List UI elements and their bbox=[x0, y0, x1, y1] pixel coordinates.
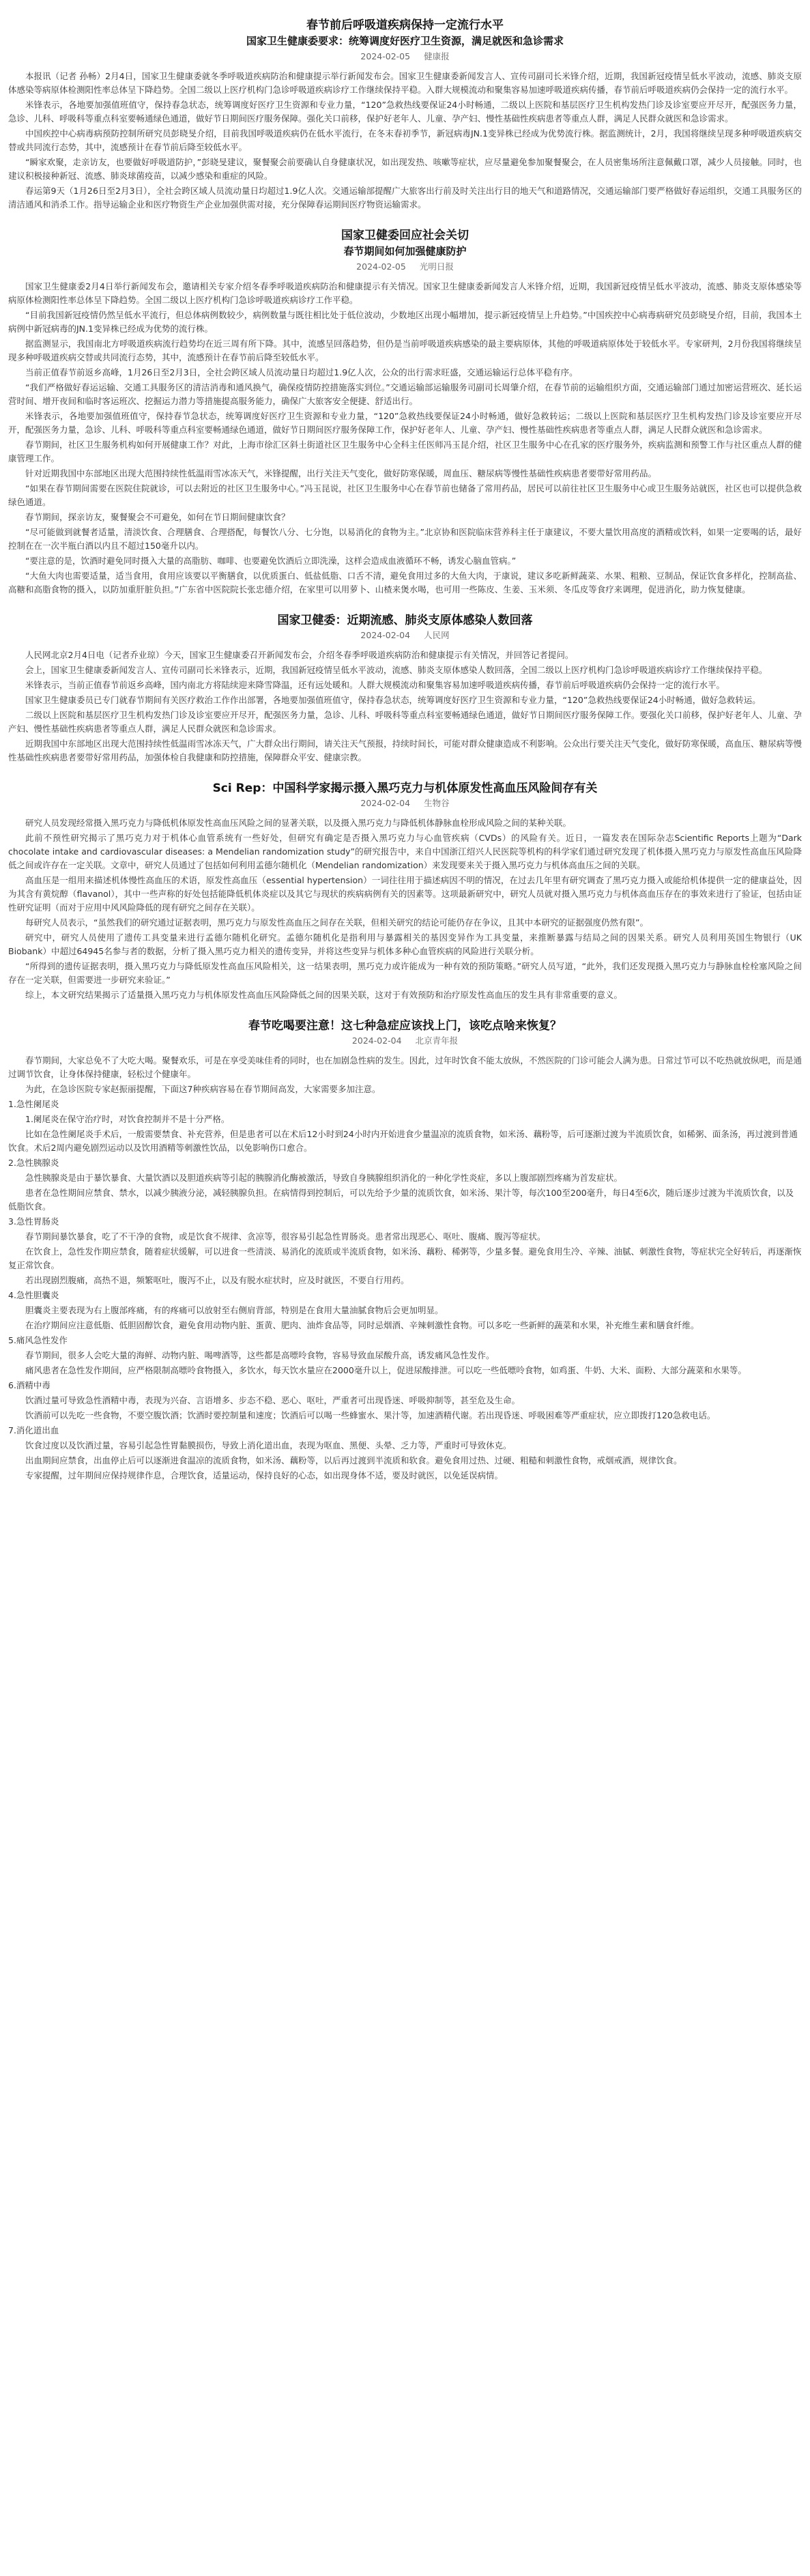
paragraph: 研究人员发现经常摄入黑巧克力与降低机体原发性高血压风险之间的显著关联，以及摄入黑巧克力与降低机体静脉血栓形成风险之间的某种关联。 bbox=[25, 818, 572, 828]
paragraph: 国家卫生健康委员已专门就春节期间有关医疗救治工作作出部署，各地要加强值班值守，保持春急状态，统筹调度好医疗卫生资源和专业力量，“120”急救热线要保证24小时畅通，做好急救转运。 bbox=[25, 695, 761, 705]
paragraph: 本报讯（记者 孙畅）2月4日，国家卫生健康委就冬季呼吸道疾病防治和健康提示举行新闻发布会。国家卫生健康委新闻发言人、宣传司副司长米锋介绍，近期，我国新冠疫情呈低水平波动，流感、肺炎支原体感染等病原体检测阳性率总体呈下降趋势。全国二级以上医疗机构门急诊呼吸道疾病诊疗工作继续保持平稳。入群大规模流动和聚集容易加速呼吸道疾病传播，春节前后呼吸道疾病仍会保持一定的流行水平。 bbox=[8, 71, 802, 95]
paragraph: 国家卫生健康委2月4日举行新闻发布会，邀请相关专家介绍冬春季呼吸道疾病防治和健康提示有关情况。国家卫生健康委新闻发言人米锋介绍，近期，我国新冠疫情呈低水平波动，流感、肺炎支原体感染等病原体检测阳性率总体呈下降趋势。全国二级以上医疗机构门急诊呼吸道疾病诊疗工作平稳。 bbox=[8, 281, 802, 305]
section-heading: 7.消化道出血 bbox=[8, 1425, 59, 1435]
paragraph: 高血压是一组用来描述机体慢性高血压的术语，原发性高血压（essential hypertension）一词往往用于描述病因不明的情况，在过去几年里有研究调查了黑巧克力摄入或能给机体提供一定的健康益处，因为其含有黄烷醇（flavanol），其中一些声称的好处包括能降低机体炎症以及其它与现状的疾病病例有关的因素等。这项最新研究中，研究人员就对摄入黑巧克力与机体高血压存在的事效来进行了验证，包括由证性研究证明（而对于应用中风风险降低的现有研究之间存在关联）。 bbox=[8, 875, 802, 913]
article-date: 2024-02-04 bbox=[351, 1035, 402, 1046]
paragraph: 中国疾控中心病毒病预防控制所研究员彭晓旻介绍，目前我国呼吸道疾病仍在低水平流行，在冬末春初季节，新冠病毒JN.1变异株已经成为优势流行株。据监测统计，2月，我国将继续呈现多种呼吸道疾病交替或共同流行态势，其中，流感预计在春节前后降至较低水平。 bbox=[8, 128, 802, 152]
section-item: 胆囊炎主要表现为右上腹部疼痛，有的疼痛可以放射至右侧肩背部，特别是在食用大量油腻食物后会更加明显。 bbox=[25, 1305, 444, 1315]
section-item: 患者在急性期间应禁食、禁水，以减少胰液分泌，减轻胰腺负担。在病情得到控制后，可以先给予少量的流质饮食，如米汤、果汁等，每次100至200毫升，每日4至6次，随后逐步过渡为半流质饮食，以及低脂饮食。 bbox=[8, 1188, 794, 1212]
article-source: 北京青年报 bbox=[415, 1035, 459, 1046]
paragraph: “瞬家欢聚，走亲访友，也要做好呼吸道防护，”彭晓旻建议，聚餐聚会前要确认自身健康状况，如出现发热、咳嗽等症状，应尽量避免参加聚餐聚会，在人员密集场所注意佩戴口罩，减少人员接触。同时，也建议积极接种新冠、流感、肺炎球菌疫苗，以减少感染和重症的风险。 bbox=[8, 157, 802, 181]
section-heading: 5.痛风急性发作 bbox=[8, 1335, 68, 1345]
section-item: 若出现剧烈腹痛，高热不退，频繁呕吐，腹泻不止，以及有脱水症状时，应及时就医，不要自行用药。 bbox=[25, 1275, 409, 1285]
paragraph: 研究中，研究人员使用了遗传工具变量来进行孟德尔随机化研究。孟德尔随机化是指利用与暴露相关的基因变异作为工具变量，来推断暴露与结局之间的因果关系。研究人员利用英国生物银行（UK Biobank）中超过64945名参与者的数据，分析了摄入黑巧克力相关的遗传变异，并将这些变异与机体多种心血管疾病的风险进行关联分析。 bbox=[8, 932, 802, 956]
section-item: 饮酒前可以先吃一些食物，不要空腹饮酒；饮酒时要控制量和速度；饮酒后可以喝一些蜂蜜水、果汁等，加速酒精代谢。若出现昏迷、呼吸困难等严重症状，应立即拨打120急救电话。 bbox=[25, 1410, 716, 1420]
article-title: 春节吃喝要注意！这七种急症应该找上门，该吃点啥来恢复？ bbox=[248, 1019, 562, 1033]
paragraph: 米锋表示，当前正值春节前返乡高峰，国内南北方将陆续迎来降雪降温，还有远处暖和。人群大规模流动和聚集容易加速呼吸道疾病传播，春节前后呼吸道疾病仍会保持一定的流行水平。 bbox=[25, 680, 725, 690]
article-source: 生物谷 bbox=[424, 798, 450, 808]
article-2 bbox=[8, 228, 802, 597]
article-title: Sci Rep：中国科学家揭示摄入黑巧克力与机体原发性高血压风险间存有关 bbox=[212, 782, 598, 795]
paragraph: 二级以上医院和基层医疗卫生机构发热门诊及诊室要应开尽开，配强医务力量，急诊、儿科、呼吸科等重点科室要畅通绿色通道，做好节日期间医疗服务保障工作。要强化关口前移，保护好老年人、儿童、孕产妇、慢性基础性疾病患者等重点人群，满足人民群众就医和急诊需求。 bbox=[8, 710, 802, 734]
section-item: 春节期间，很多人会吃大量的海鲜、动物内脏、喝啤酒等，这些都是高嘌呤食物，容易导致血尿酸升高，诱发痛风急性发作。 bbox=[25, 1350, 495, 1360]
paragraph: 为此，在急诊医院专家赵振丽提醒，下面这7种疾病容易在春节期间高发，大家需要多加注意。 bbox=[25, 1084, 381, 1094]
paragraph: 每研究人员表示，“虽然我们的研究通过证据表明，黑巧克力与原发性高血压之间存在关联，但相关研究的结论可能仍存在争议，且其中本研究的证据强度仍然有限”。 bbox=[25, 917, 648, 928]
paragraph: 会上，国家卫生健康委新闻发言人、宣传司副司长米锋表示，近期，我国新冠疫情呈低水平波动，流感、肺炎支原体感染人数回落，全国二级以上医疗机构门急诊呼吸道疾病诊疗工作继续保持平稳。 bbox=[25, 665, 768, 675]
article-5 bbox=[8, 1018, 802, 1483]
article-date: 2024-02-04 bbox=[360, 798, 411, 808]
article-source: 健康报 bbox=[424, 51, 450, 61]
paragraph: “我们严格做好春运运输、交通工具服务区的清洁消毒和通风换气，确保疫情防控措施落实到位。”交通运输部运输服务司副司长周肇介绍，在春节前的运输组织方面，交通运输部门通过加密运营班次、延长运营时间、增开夜间和临时客运班次、挖掘运力潜力等措施提高服务能力，确保广大旅客安全便捷、舒适出行。 bbox=[8, 382, 802, 406]
article-subtitle: 国家卫生健康委要求：统筹调度好医疗卫生资源，满足就医和急诊需求 bbox=[246, 35, 564, 47]
paragraph: 人民网北京2月4日电（记者乔业琼）今天，国家卫生健康委召开新闻发布会，介绍冬春季呼吸道疾病防治和健康提示有关情况，并回答记者提问。 bbox=[25, 650, 574, 660]
section-heading: 3.急性胃肠炎 bbox=[8, 1216, 59, 1227]
article-1 bbox=[8, 18, 802, 212]
article-title: 国家卫健委：近期流感、肺炎支原体感染人数回落 bbox=[277, 614, 533, 627]
article-4 bbox=[8, 781, 802, 1002]
section-heading: 6.酒精中毒 bbox=[8, 1380, 50, 1390]
section-list bbox=[8, 1098, 802, 1468]
paragraph: 专家提醒，过年期间应保持规律作息，合理饮食，适量运动，保持良好的心态，如出现身体不适，要及时就医，以免延误病情。 bbox=[25, 1470, 504, 1480]
section-item: 在饮食上，急性发作期应禁食，随着症状缓解，可以进食一些清淡、易消化的流质或半流质食物，如米汤、藕粉、稀粥等，少量多餐。避免食用生冷、辛辣、油腻、刺激性食物，等症状完全好转后，再逐渐恢复正常饮食。 bbox=[8, 1246, 802, 1270]
paragraph: 春节期间，大家总免不了大吃大喝。聚餐欢乐，可是在享受美味佳肴的同时，也在加剧急性病的发生。因此，过年时饮食不能太放纵，不然医院的门诊可能会人满为患。日常过节可以不吃热就放纵吧，而是通过调节饮食，让身体保持健康，轻松过个健康年。 bbox=[8, 1055, 802, 1079]
paragraph: “尽可能做到就餐者适量，清淡饮食、合理膳食、合理搭配，每餐饮八分、七分饱，以易消化的食物为主。”北京协和医院临床营养科主任于康建议，不要大量饮用高度的酒精或饮料，如果一定要喝的话，最好控制在在一次半瓶白酒以内且不超过150毫升以内。 bbox=[8, 527, 802, 551]
article-meta bbox=[8, 51, 802, 63]
paragraph: 春节期间，探亲访友，聚餐聚会不可避免，如何在节日期间健康饮食？ bbox=[25, 512, 290, 522]
paragraph: “要注意的是，饮酒时避免同时摄入大量的高脂肪、咖啡、也要避免饮酒后立即洗澡，这样会造成血液循环不畅，诱发心脑血管病。” bbox=[25, 556, 517, 566]
paragraph: “目前我国新冠疫情仍然呈低水平流行，但总体病例数较少，病例数量与既往相比处于低位波动，少数地区出现小幅增加，提示新冠疫情呈上升趋势。”中国疾控中心病毒病研究员彭晓旻介绍，目前，我国本土病例中新冠病毒的JN.1变异株已经成为优势的流行株。 bbox=[8, 310, 802, 334]
article-meta bbox=[8, 1035, 802, 1047]
section-item: 饮食过度以及饮酒过量，容易引起急性胃黏膜损伤，导致上消化道出血，表现为呕血、黑便、头晕、乏力等，严重时可导致休克。 bbox=[25, 1440, 512, 1450]
paragraph: 春节期间，社区卫生服务机构如何开展健康工作？对此，上海市徐汇区斜土街道社区卫生服务中心全科主任医师冯玉昆介绍，社区卫生服务中心在孔家的医疗服务外，疾病监测和预警工作与社区重点人群的健康管理工作。 bbox=[8, 440, 802, 463]
section-item: 痛风患者在急性发作期间，应严格限制高嘌呤食物摄入，多饮水，每天饮水量应在2000毫升以上，促进尿酸排泄。可以吃一些低嘌呤食物，如鸡蛋、牛奶、大米、面粉、大部分蔬菜和水果等。 bbox=[25, 1365, 747, 1375]
paragraph: 近期我国中东部地区出现大范围持续性低温雨雪冰冻天气，广大群众出行期间，请关注天气预报，持续时间长，可能对群众健康造成不利影响。公众出行要关注天气变化，做好防寒保暖，高血压、糖尿病等慢性基础性疾病患者要带好常用药品，加强体检自我健康和防控措施，保障群众平安、健康宗教。 bbox=[8, 739, 802, 762]
paragraph: 米锋表示，各地要加强值班值守，保持春节急状态，统筹调度好医疗卫生资源和专业力量，“120”急救热线要保证24小时畅通，做好急救转运；二级以上医院和基层医疗卫生机构发热门诊及诊室要应开尽开，配强医务力量，急诊、儿科、呼吸科等重点科室要畅通绿色通道，做好节日期间医疗服务保障工作，保护好老年人、儿童、孕产妇、慢性基础性疾病患者等重点人群，满足人民群众就医和急诊需求。 bbox=[8, 411, 802, 435]
section-heading: 1.急性阑尾炎 bbox=[8, 1099, 59, 1109]
article-title: 春节前后呼吸道疾病保持一定流行水平 bbox=[306, 18, 504, 32]
article-meta bbox=[8, 629, 802, 642]
paragraph: “大鱼大肉也需要适量，适当食用，食用应该要以平衡膳食，以优质蛋白、低盐低脂、口舌不清，避免食用过多的大鱼大肉，于康说，建议多吃新鲜蔬菜、水果、粗粮、豆制品，保证饮食多样化，控制高盐、高糖和高脂食物的摄入，以防加重肝脏负担。”广东省中医院院长张忠德介绍，在家里可以用萝卜、山楂来煲水喝，也可用一些陈皮、生姜、玉米须、冬瓜皮等食疗来调理，促进消化，助力恢复健康。 bbox=[8, 571, 802, 595]
article-title: 国家卫健委回应社会关切 bbox=[341, 229, 469, 242]
paragraph: 综上，本文研究结果揭示了适量摄入黑巧克力与机体原发性高血压风险降低之间的因果关联，这对于有效预防和治疗原发性高血压的发生具有非常重要的意义。 bbox=[25, 990, 623, 1000]
article-subtitle: 春节期间如何加强健康防护 bbox=[343, 245, 467, 257]
paragraph: 据监测显示，我国南北方呼吸道疾病流行趋势均在近三周有所下降。其中，流感呈回落趋势，但仍是当前呼吸道疾病感染的最主要病原体，其他的呼吸道病原体处于较低水平。专家研判，2月份我国将继续呈现多种呼吸道疾病交替或共同流行态势，其中，流感预计在春节前后降至较低水平。 bbox=[8, 339, 802, 362]
section-item: 在治疗期间应注意低脂、低胆固醇饮食，避免食用动物内脏、蛋黄、肥肉、油炸食品等，同时忌烟酒、辛辣刺激性食物。可以多吃一些新鲜的蔬菜和水果，补充维生素和膳食纤维。 bbox=[25, 1320, 699, 1330]
article-date: 2024-02-05 bbox=[356, 261, 406, 272]
article-date: 2024-02-04 bbox=[360, 630, 411, 640]
section-item: 饮酒过量可导致急性酒精中毒，表现为兴奋、言语增多、步态不稳、恶心、呕吐，严重者可出现昏迷、呼吸抑制等，甚至危及生命。 bbox=[25, 1395, 521, 1405]
section-heading: 4.急性胆囊炎 bbox=[8, 1290, 59, 1300]
article-3 bbox=[8, 613, 802, 764]
paragraph: 当前正值春节前返乡高峰，1月26日至2月3日，全社会跨区域人员流动量日均超过1.9亿人次，公众的出行需求旺盛，交通运输运行总体平稳有序。 bbox=[25, 367, 578, 377]
article-source: 光明日报 bbox=[419, 261, 454, 272]
section-heading: 2.急性胰腺炎 bbox=[8, 1158, 59, 1168]
article-meta bbox=[8, 261, 802, 273]
paragraph: 春运第9天（1月26日至2月3日），全社会跨区域人员流动量日均超过1.9亿人次。交通运输部提醒广大旅客出行前及时关注出行目的地天气和道路情况，交通运输部门要严格做好春运组织，交通工具服务区的清洁通风和消杀工作。指导运输企业和医疗物资生产企业加强供需对接，充分保障春运期间医疗物资运输需求。 bbox=[8, 186, 802, 210]
section-item: 比如在急性阑尾炎手术后，一般需要禁食、补充营养，但是患者可以在术后12小时到24小时内开始进食少量温凉的流质食物，如米汤、藕粉等，后可逐渐过渡为半流质饮食，如稀粥、面条汤，再过渡到普通饮食。术后2周内避免剧烈运动以及饮用酒精等刺激性饮品，以免影响伤口愈合。 bbox=[8, 1129, 798, 1153]
article-source: 人民网 bbox=[424, 630, 450, 640]
section-item: 出血期间应禁食，出血停止后可以逐渐进食温凉的流质食物，如米汤、藕粉等，以后再过渡到半流质和软食。避免食用过热、过硬、粗糙和刺激性食物，戒烟戒酒，规律饮食。 bbox=[25, 1455, 682, 1465]
section-item: 1.阑尾炎在保守治疗时，对饮食控制并不是十分严格。 bbox=[25, 1114, 230, 1124]
section-item: 春节期间暴饮暴食，吃了不干净的食物，或是饮食不规律、贪凉等，很容易引起急性胃肠炎。患者常出现恶心、呕吐、腹痛、腹泻等症状。 bbox=[25, 1231, 546, 1242]
paragraph: “所得到的遗传证据表明，摄入黑巧克力与降低原发性高血压风险相关，这一结果表明，黑巧克力或许能成为一种有效的预防策略。”研究人员写道，“此外，我们还发现摄入黑巧克力与静脉血栓栓塞风险之间存在一定关联，但需要进一步研究来验证。” bbox=[8, 961, 802, 985]
paragraph: 针对近期我国中东部地区出现大范围持续性低温雨雪冰冻天气，米锋提醒，出行关注天气变化，做好防寒保暖，周血压、糖尿病等慢性基础性疾病患者要带好常用药品。 bbox=[25, 468, 657, 478]
article-meta bbox=[8, 797, 802, 810]
paragraph: “如果在春节期间需要在医院住院就诊，可以去附近的社区卫生服务中心。”冯玉昆说，社区卫生服务中心在春节前也储备了常用药品，居民可以前往社区卫生服务中心或卫生服务站就医，社区也可以提供急救绿色通道。 bbox=[8, 483, 802, 507]
section-item: 急性胰腺炎是由于暴饮暴食、大量饮酒以及胆道疾病等引起的胰腺消化酶被激活，导致自身胰腺组织消化的一种化学性炎症，多以上腹部剧烈疼痛为首发症状。 bbox=[25, 1173, 623, 1183]
paragraph: 此前不预性研究揭示了黑巧克力对于机体心血管系统有一些好处，但研究有确定是否摄入黑巧克力与心血管疾病（CVDs）的风险有关。近日，一篇发表在国际杂志Scientific Reports上题为“Dark chocolate intake and cardiovascular diseases: a Mendelian randomization study”的研究报告中，来自中国浙江绍兴人民医院等机构的科学家们通过研究发现了机体摄入黑巧克力与原发性高血压风险降低之间或许存在一定关联。文章中，研究人员通过了包括如何利用孟德尔随机化（Mendelian randomization）来发现要来关于摄入黑巧克力与机体高血压之间的关联。 bbox=[8, 833, 802, 870]
article-date: 2024-02-05 bbox=[360, 51, 411, 61]
paragraph: 米锋表示，各地要加强值班值守，保持春急状态，统筹调度好医疗卫生资源和专业力量，“120”急救热线要保证24小时畅通，二级以上医院和基层医疗卫生机构发热门诊及诊室要应开尽开，配强医务力量，急诊、儿科、呼吸科等重点科室要畅通绿色通道，做好节日期间医疗服务保障。强化关口前移，保护好老年人、儿童、孕产妇、慢性基础性疾病患者等重点人群，满足人民群众就医和急诊需求。 bbox=[8, 100, 802, 124]
